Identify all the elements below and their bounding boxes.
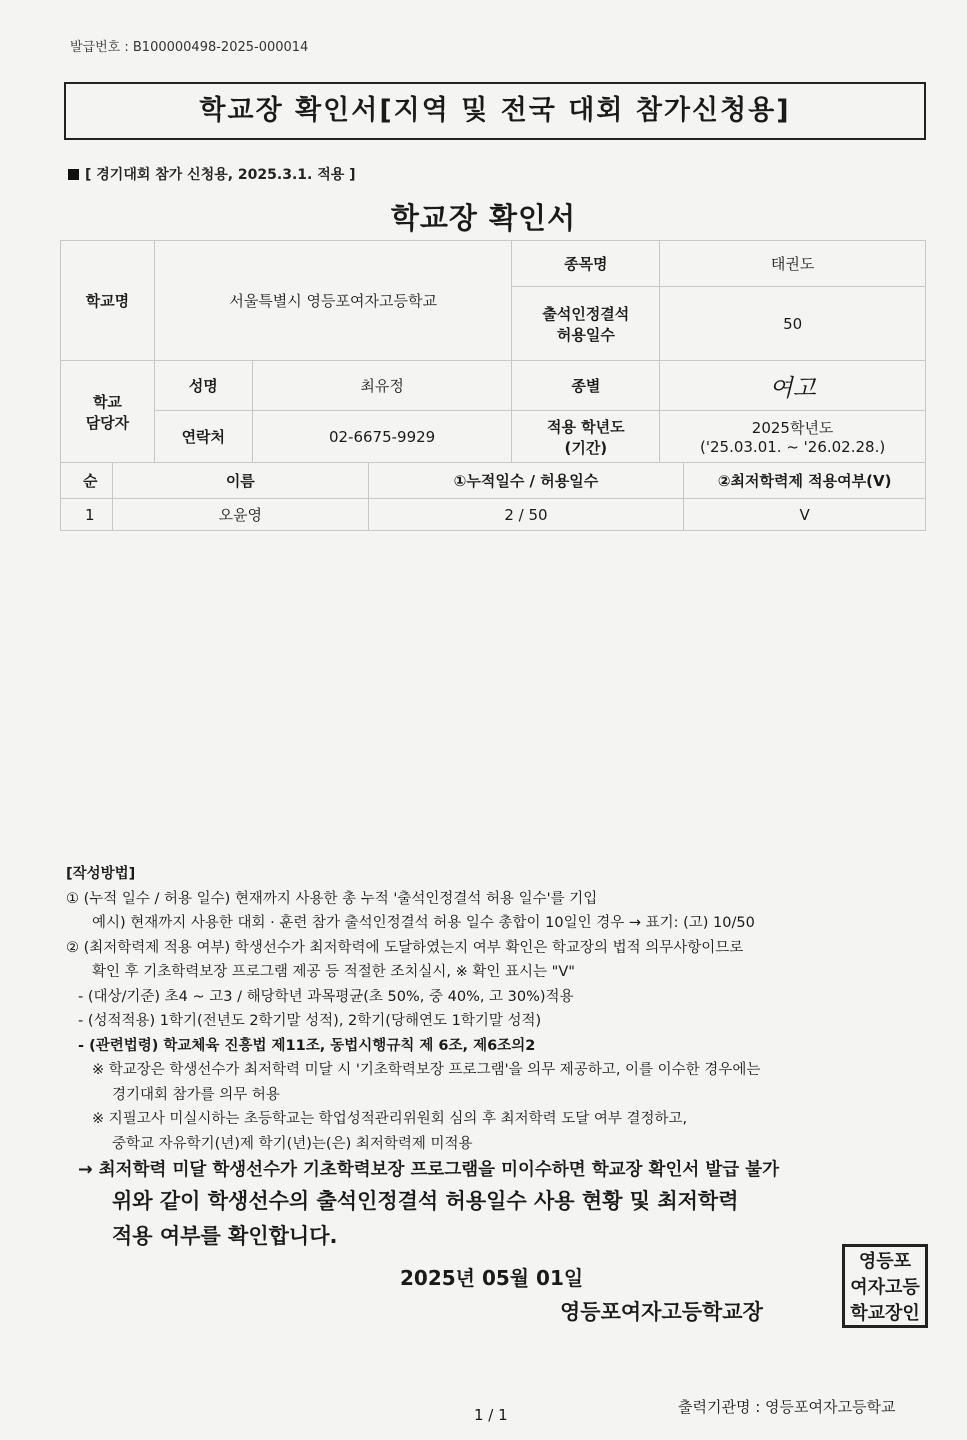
event-label: 종목명 <box>512 241 660 287</box>
row-applied: V <box>684 499 926 531</box>
issuing-institution: 출력기관명 : 영등포여자고등학교 <box>678 1398 896 1416</box>
row-name: 오윤영 <box>112 499 368 531</box>
col-header-no: 순 <box>61 463 113 499</box>
year-value: 2025학년도 ('25.03.01. ~ '26.02.28.) <box>660 411 926 463</box>
school-value: 서울특별시 영등포여자고등학교 <box>154 241 512 361</box>
confirmation-line-2: 적용 여부를 확인합니다. <box>112 1224 338 1248</box>
instructions <box>66 862 926 1184</box>
table-header-row <box>61 463 926 499</box>
principal-name: 영등포여자고등학교장 <box>560 1300 763 1324</box>
square-bullet-icon <box>68 169 79 180</box>
issue-date: 2025년 05월 01일 <box>400 1266 584 1290</box>
student-table <box>60 462 926 531</box>
subheading <box>68 164 356 184</box>
manager-label: 학교 담당자 <box>61 361 155 463</box>
instruction-line-10: ※ 지필고사 미실시하는 초등학교는 학업성적관리위원회 심의 후 최저학력 도달 여부 결정하고, <box>92 1111 688 1127</box>
gender-label: 종별 <box>512 361 660 411</box>
year-label: 적용 학년도 (기간) <box>512 411 660 463</box>
info-table <box>60 240 926 463</box>
subheading-text: [ 경기대회 참가 신청용, 2025.3.1. 적용 ] <box>85 167 356 183</box>
instruction-line-7: - (관련법령) 학교체육 진흥법 제11조, 동법시행규칙 제 6조, 제6조의2 <box>78 1037 536 1054</box>
document-title: 학교장 확인서 <box>390 201 577 235</box>
col-header-days: ①누적일수 / 허용일수 <box>368 463 684 499</box>
instruction-line-8: ※ 학교장은 학생선수가 최저학력 미달 시 '기초학력보장 프로그램'을 의무 제공하고, 이를 이수한 경우에는 <box>92 1062 761 1078</box>
confirmation-line-1: 위와 같이 학생선수의 출석인정결석 허용일수 사용 현황 및 최저학력 <box>112 1189 739 1213</box>
name-value: 최유정 <box>252 361 512 411</box>
col-header-name: 이름 <box>112 463 368 499</box>
instruction-line-12: → 최저학력 미달 학생선수가 기초학력보장 프로그램을 미이수하면 학교장 확인서 발급 불가 <box>78 1160 780 1180</box>
instruction-line-5: - (대상/기준) 초4 ~ 고3 / 해당학년 과목평균(초 50%, 중 40%, 고 30%)적용 <box>78 988 574 1005</box>
event-value: 태권도 <box>660 241 926 287</box>
instructions-title: [작성방법] <box>66 866 136 882</box>
contact-label: 연락처 <box>154 411 252 463</box>
gender-value: 여고 <box>660 361 926 411</box>
instruction-line-11: 중학교 자유학기(년)제 학기(년)는(은) 최저학력제 미적용 <box>112 1135 473 1152</box>
official-seal-stamp: 영등포 여자고등 학교장인 <box>842 1244 928 1328</box>
instruction-line-2: 예시) 현재까지 사용한 대회 · 훈련 참가 출석인정결석 허용 일수 총합이 10일인 경우 → 표기: (고) 10/50 <box>92 915 755 931</box>
col-header-applied: ②최저학력제 적용여부(V) <box>684 463 926 499</box>
instruction-line-6: - (성적적용) 1학기(전년도 2학기말 성적), 2학기(당해연도 1학기말 성적) <box>78 1013 542 1029</box>
page-indicator: 1 / 1 <box>474 1406 508 1424</box>
name-label: 성명 <box>154 361 252 411</box>
table-row <box>61 499 926 531</box>
row-no: 1 <box>61 499 113 531</box>
school-label: 학교명 <box>61 241 155 361</box>
instruction-line-3: ② (최저학력제 적용 여부) 학생선수가 최저학력에 도달하였는지 여부 확인은 학교장의 법적 의무사항이므로 <box>66 939 744 956</box>
confirmation-text <box>112 1184 739 1254</box>
issue-number: 발급번호 : B100000498-2025-000014 <box>70 40 309 55</box>
instruction-line-1: ① (누적 일수 / 허용 일수) 현재까지 사용한 총 누적 '출석인정결석 허용 일수'를 기입 <box>66 890 598 907</box>
contact-value: 02-6675-9929 <box>252 411 512 463</box>
main-title: 학교장 확인서[지역 및 전국 대회 참가신청용] <box>64 82 926 140</box>
allowed-days-value: 50 <box>660 287 926 361</box>
allowed-days-label: 출석인정결석 허용일수 <box>512 287 660 361</box>
row-days: 2 / 50 <box>368 499 684 531</box>
instruction-line-4: 확인 후 기초학력보장 프로그램 제공 등 적절한 조치실시, ※ 확인 표시는 "V" <box>92 964 575 980</box>
instruction-line-9: 경기대회 참가를 의무 허용 <box>112 1086 280 1103</box>
